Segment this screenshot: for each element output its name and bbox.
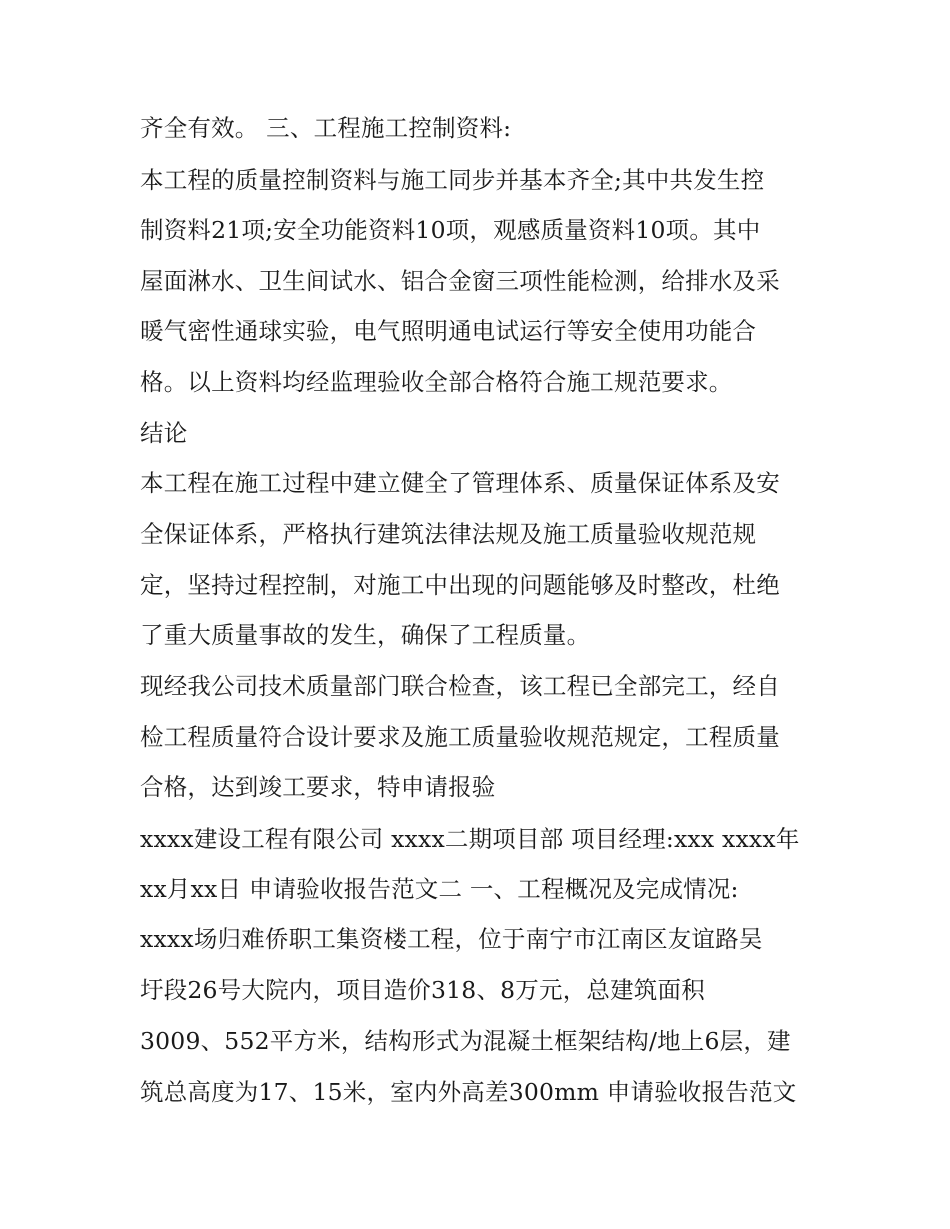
text-line: 全保证体系，严格执行建筑法律法规及施工质量验收规范规 [140, 520, 757, 548]
text-line: xxxx场归难侨职工集资楼工程，位于南宁市江南区友谊路吴 [140, 925, 763, 953]
text-line: 制资料21项;安全功能资料10项，观感质量资料10项。其中 [140, 216, 761, 244]
section-heading: 结论 [140, 419, 188, 447]
text-line: 暖气密性通球实验，电气照明通电试运行等安全使用功能合 [140, 317, 757, 345]
text-line: xxxx建设工程有限公司 xxxx二期项目部 项目经理:xxx xxxx年 [140, 825, 800, 853]
text-line: 齐全有效。 三、工程施工控制资料: [140, 114, 512, 142]
text-line: 筑总高度为17、15米，室内外高差300mm 申请验收报告范文 [140, 1078, 797, 1106]
text-line: 了重大质量事故的发生，确保了工程质量。 [140, 621, 591, 649]
text-line: 合格，达到竣工要求，特申请报验 [140, 773, 496, 801]
text-line: 格。以上资料均经监理验收全部合格符合施工规范要求。 [140, 368, 733, 396]
text-line: 圩段26号大院内，项目造价318、8万元，总建筑面积 [140, 976, 705, 1004]
text-line: 检工程质量符合设计要求及施工质量验收规范规定，工程质量 [140, 723, 780, 751]
text-line: 3009、552平方米，结构形式为混凝土框架结构/地上6层，建 [140, 1027, 791, 1055]
text-line: 定，坚持过程控制，对施工中出现的问题能够及时整改，杜绝 [140, 571, 780, 599]
text-line: xx月xx日 申请验收报告范文二 一、工程概况及完成情况: [140, 875, 739, 903]
text-line: 屋面淋水、卫生间试水、铝合金窗三项性能检测，给排水及采 [140, 267, 780, 295]
text-line: 本工程的质量控制资料与施工同步并基本齐全;其中共发生控 [140, 166, 765, 194]
text-line: 现经我公司技术质量部门联合检查，该工程已全部完工，经自 [140, 672, 780, 700]
text-line: 本工程在施工过程中建立健全了管理体系、质量保证体系及安 [140, 469, 780, 497]
